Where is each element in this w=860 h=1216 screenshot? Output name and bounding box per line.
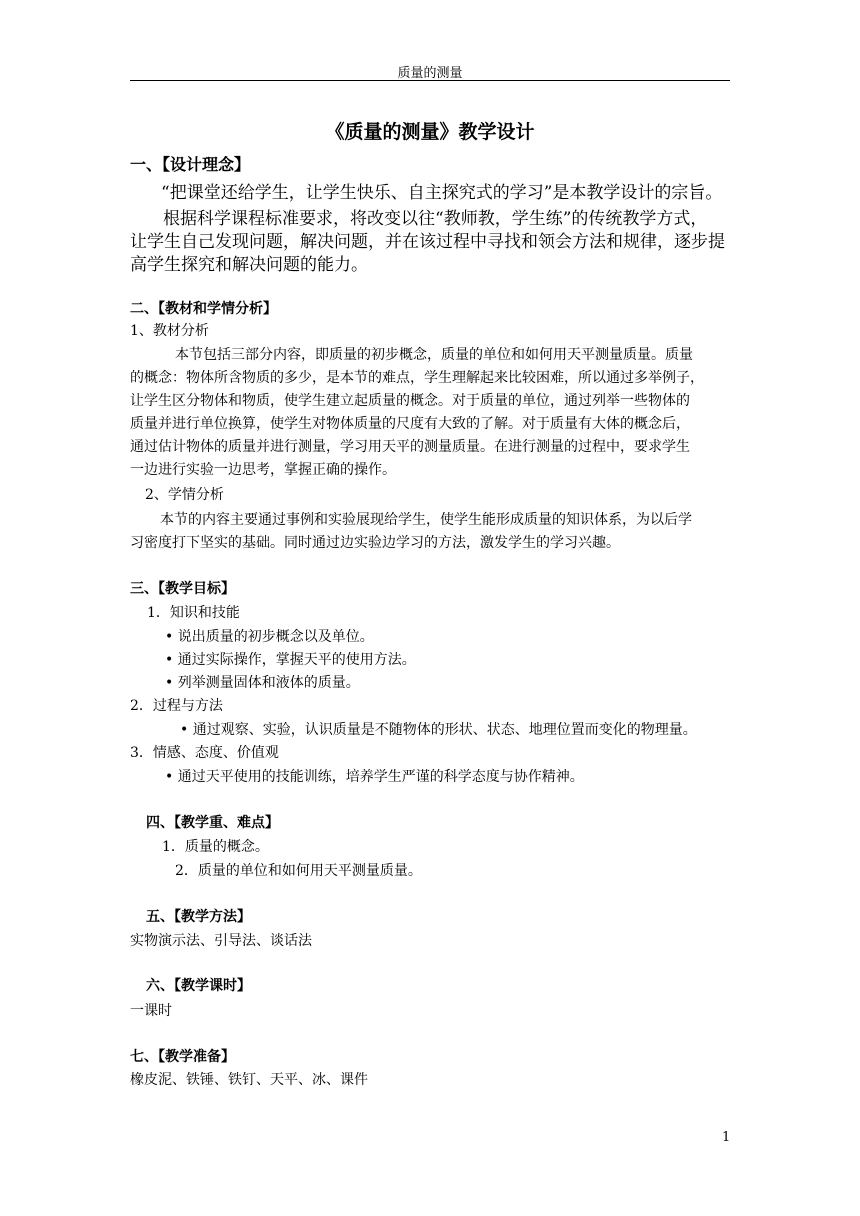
header-rule xyxy=(130,80,730,81)
goal-heading: 1．知识和技能 xyxy=(147,605,240,621)
section-heading-4: 四、【教学重、难点】 xyxy=(146,815,279,831)
bullet-item: • 通过实际操作，掌握天平的使用方法。 xyxy=(165,652,416,668)
running-header: 质量的测量 xyxy=(397,66,463,81)
section-text: 橡皮泥、铁锤、铁钉、天平、冰、课件 xyxy=(130,1072,368,1088)
paragraph-line: 一边进行实验一边思考，掌握正确的操作。 xyxy=(130,462,396,478)
section-heading-1: 一、【设计理念】 xyxy=(130,155,251,174)
page-number: 1 xyxy=(722,1130,731,1145)
paragraph-line: 高学生探究和解决问题的能力。 xyxy=(130,255,368,275)
section-text: 一课时 xyxy=(130,1003,172,1019)
paragraph-line: 本节包括三部分内容，即质量的初步概念，质量的单位和如何用天平测量质量。质量 xyxy=(175,347,693,363)
paragraph-line: 让学生自己发现问题，解决问题，并在该过程中寻找和领会方法和规律，逐步提 xyxy=(130,232,725,252)
paragraph-line: 的概念：物体所含物质的多少，是本节的难点，学生理解起来比较困难，所以通过多举例子， xyxy=(130,370,704,386)
subheading: 1、教材分析 xyxy=(130,323,209,339)
section-heading-5: 五、【教学方法】 xyxy=(146,909,251,925)
section-text: 实物演示法、引导法、谈话法 xyxy=(130,933,312,949)
subheading: 2、学情分析 xyxy=(145,487,224,503)
goal-heading: 2．过程与方法 xyxy=(130,698,223,714)
paragraph-line: 本节的内容主要通过事例和实验展现给学生，使学生能形成质量的知识体系，为以后学 xyxy=(160,512,692,528)
list-item: 2．质量的单位和如何用天平测量质量。 xyxy=(175,863,422,879)
paragraph-line: 根据科学课程标准要求，将改变以往“教师教，学生练”的传统教学方式， xyxy=(163,209,708,229)
paragraph-line: 习密度打下坚实的基础。同时通过边实验边学习的方法，激发学生的学习兴趣。 xyxy=(130,535,620,551)
list-item: 1．质量的概念。 xyxy=(162,839,269,855)
bullet-item: • 说出质量的初步概念以及单位。 xyxy=(165,629,374,645)
goal-heading: 3．情感、态度、价值观 xyxy=(130,745,279,761)
bullet-item: • 通过观察、实验，认识质量是不随物体的形状、状态、地理位置而变化的物理量。 xyxy=(180,722,697,738)
section-heading-6: 六、【教学课时】 xyxy=(146,978,251,994)
bullet-item: • 列举测量固体和液体的质量。 xyxy=(165,675,360,691)
paragraph-line: 让学生区分物体和物质，使学生建立起质量的概念。对于质量的单位，通过列举一些物体的 xyxy=(130,393,690,409)
paragraph-line: 质量并进行单位换算，使学生对物体质量的尺度有大致的了解。对于质量有大体的概念后， xyxy=(130,416,690,432)
section-heading-3: 三、【教学目标】 xyxy=(130,581,235,597)
document-title: 《质量的测量》教学设计 xyxy=(325,121,535,143)
section-heading-7: 七、【教学准备】 xyxy=(130,1049,235,1065)
paragraph-line: 通过估计物体的质量并进行测量，学习用天平的测量质量。在进行测量的过程中，要求学生 xyxy=(130,439,690,455)
bullet-item: • 通过天平使用的技能训练，培养学生严谨的科学态度与协作精神。 xyxy=(165,769,584,785)
paragraph-line: “把课堂还给学生，让学生快乐、自主探究式的学习”是本教学设计的宗旨。 xyxy=(161,183,723,203)
section-heading-2: 二、【教材和学情分析】 xyxy=(130,301,277,317)
